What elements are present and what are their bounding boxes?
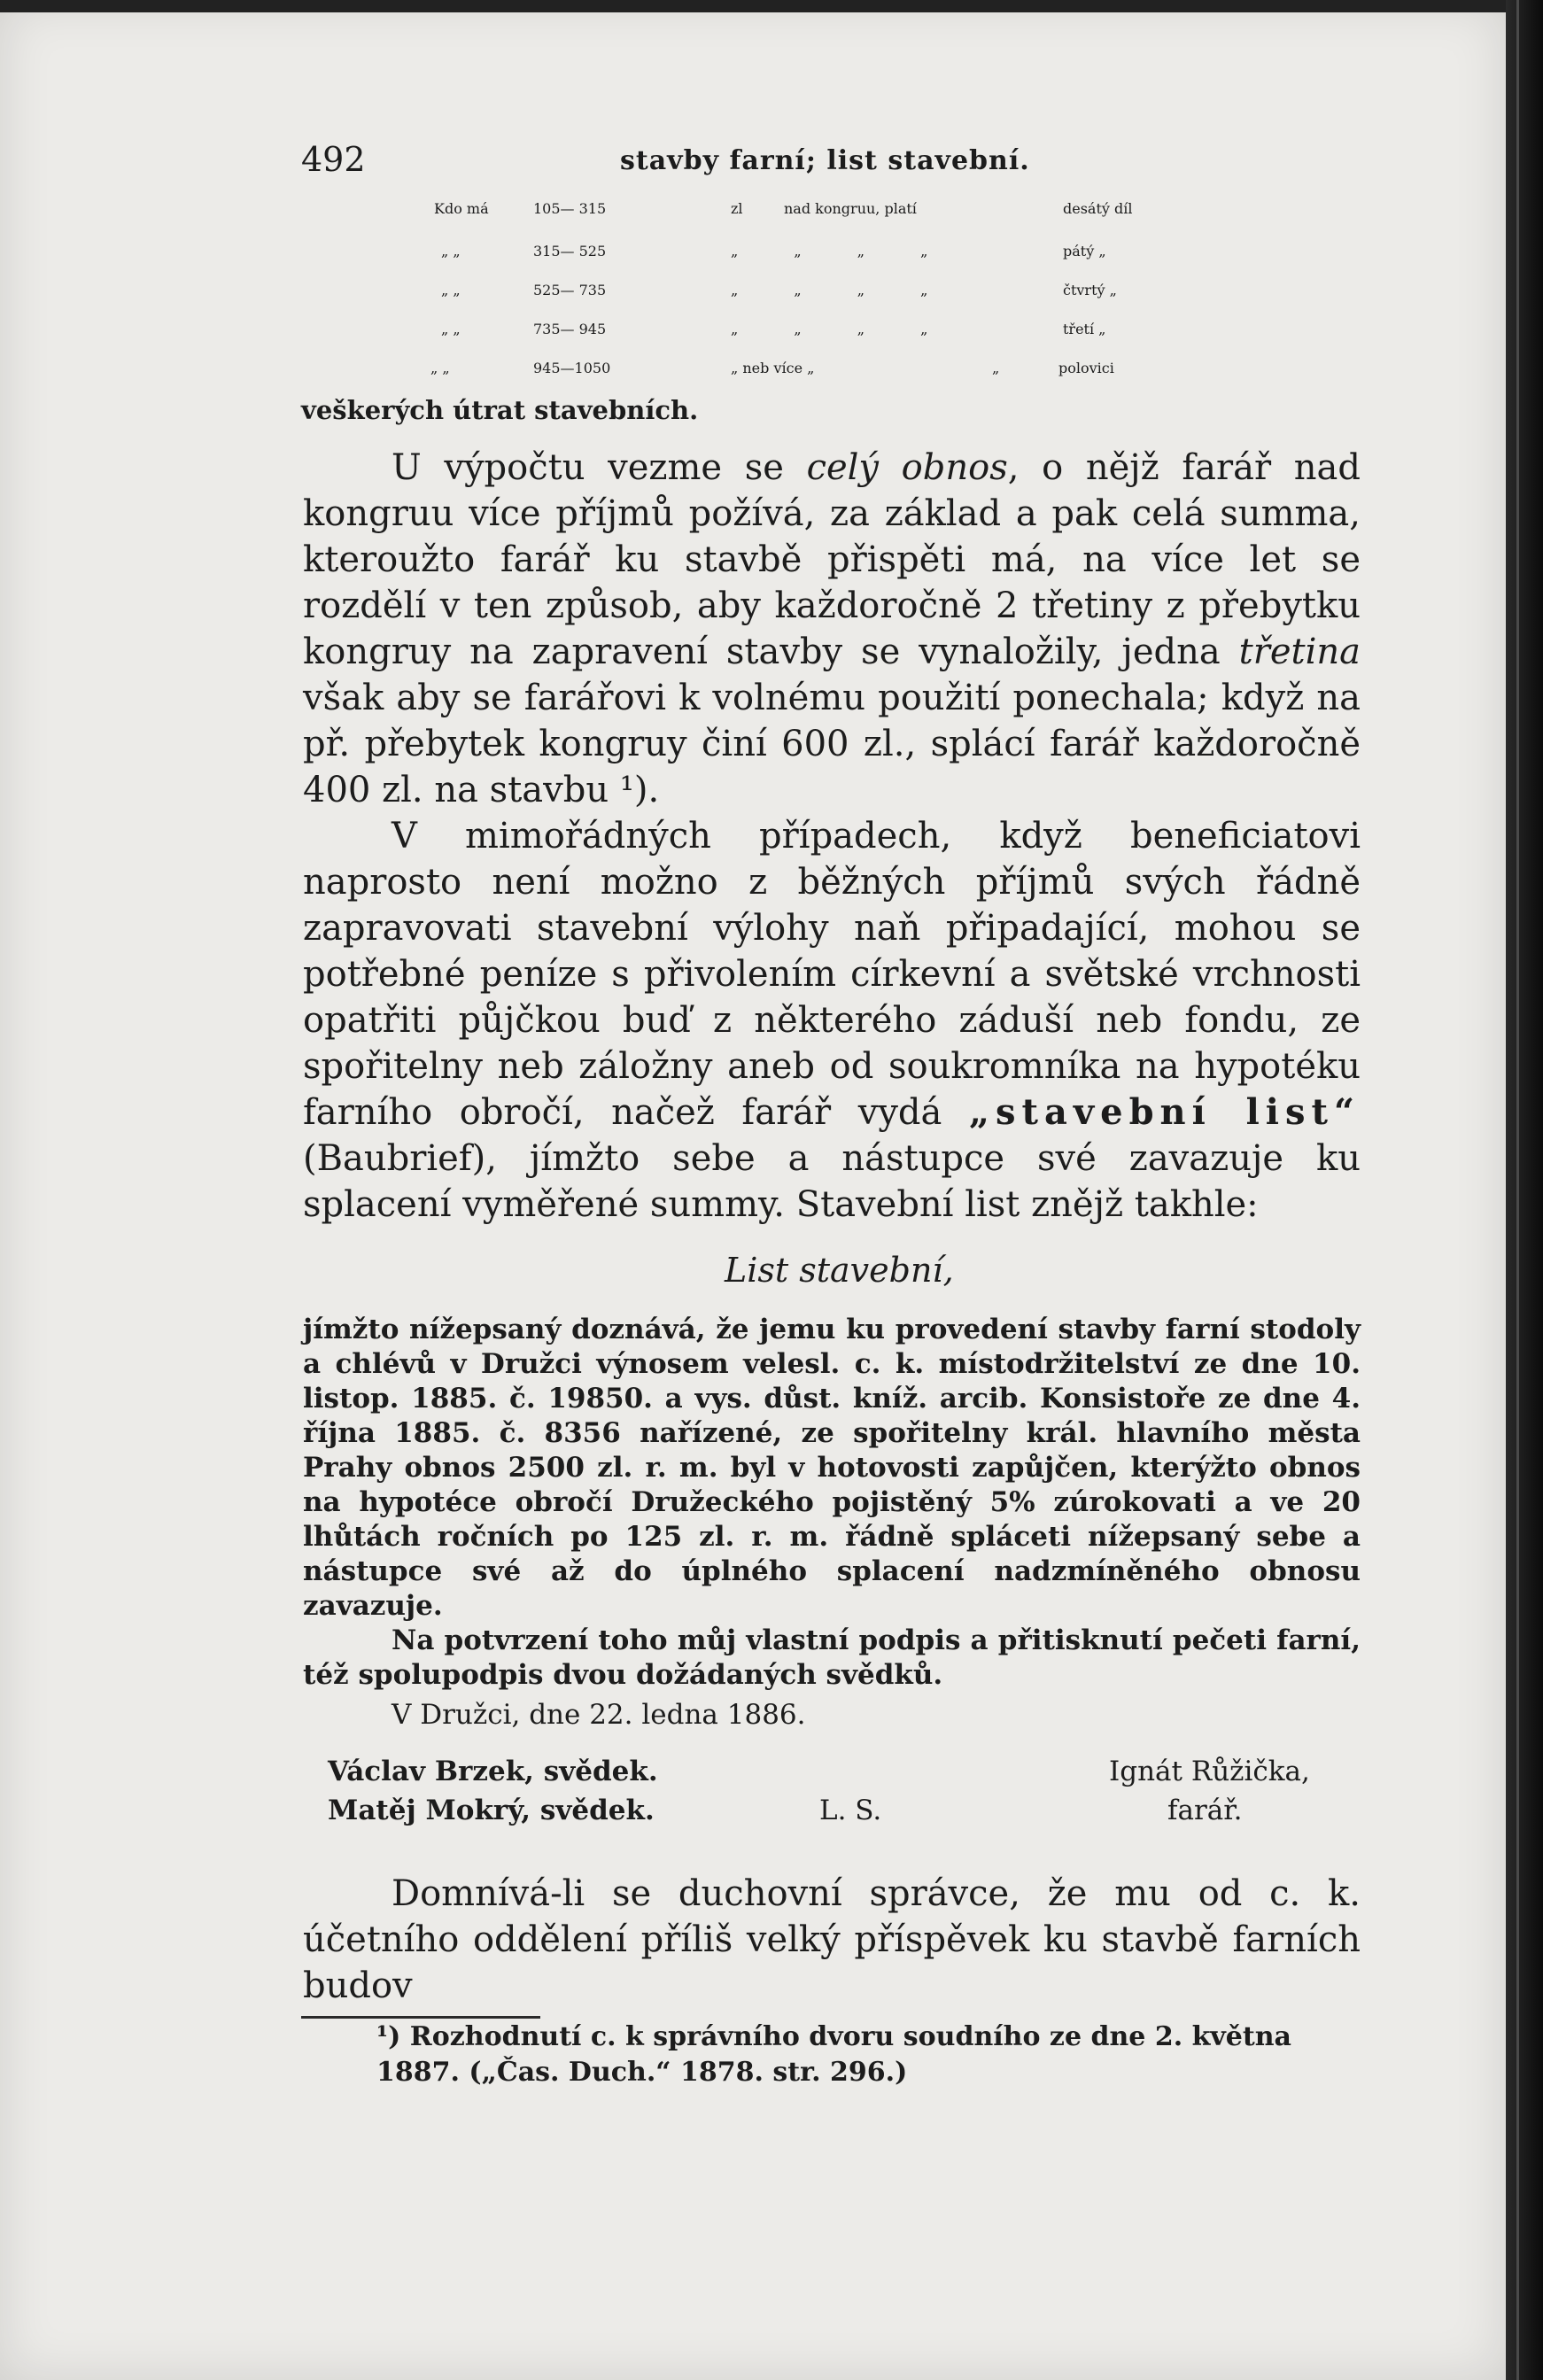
row-range: 315— 525: [533, 243, 607, 260]
scan-top-edge: [0, 0, 1506, 12]
seal-mark: L. S.: [819, 1795, 882, 1826]
signer-name: Ignát Růžička,: [1109, 1756, 1310, 1787]
emphasis-text: celý obnos: [806, 447, 1008, 488]
row-ditto-marks: „ „ „ „: [731, 282, 928, 298]
running-title: stavby farní; list stavební.: [620, 145, 1030, 176]
table-row: [301, 200, 1382, 236]
table-row: [301, 321, 1382, 356]
table-row: [301, 360, 1382, 395]
document-title: List stavební,: [725, 1251, 954, 1290]
emphasis-text: třetina: [1238, 632, 1361, 672]
witness-first: Václav Brzek, svědek.: [328, 1756, 658, 1787]
body-paragraphs: [303, 445, 1361, 1228]
text-run: však aby se farářovi k volnému použití ponechala; když na př. přebytek kongruy činí 600 zl., splácí farář každoročně 400 zl. na stavbu ¹).: [303, 678, 1361, 810]
witness-second: Matěj Mokrý, svědek.: [328, 1795, 655, 1826]
book-spine-line: [1516, 0, 1519, 2380]
row-share: pátý „: [1063, 243, 1106, 260]
row-ditto-marks: „ „ „ „: [731, 321, 928, 337]
text-run: U výpočtu vezme se: [392, 447, 807, 488]
row-ditto-marks: „: [992, 360, 1000, 376]
closing-text: Domnívá-li se duchovní správce, že mu od c. k. účetního oddělení příliš velký příspěvek ku stavbě farních budov: [303, 1873, 1361, 2006]
table-row: [301, 243, 1382, 278]
row-subject: Kdo má: [434, 200, 489, 217]
row-condition: nad kongruu, platí: [784, 200, 917, 217]
row-range: 735— 945: [533, 321, 607, 337]
table-row: [301, 282, 1382, 317]
spaced-term: „stavební list“: [968, 1091, 1361, 1133]
row-ditto-marks: „ „ „ „: [731, 243, 928, 260]
scan-right-edge: [1506, 0, 1543, 2380]
row-share: čtvrtý „: [1063, 282, 1117, 298]
footnote-divider: [301, 2016, 540, 2019]
signer-title: farář.: [1167, 1795, 1243, 1826]
footnote-mark: ¹): [376, 2021, 401, 2052]
page-header: [301, 140, 1355, 184]
row-ditto: „ „: [441, 321, 461, 337]
row-ditto: „ „: [441, 243, 461, 260]
letter-paragraph: jímžto nížepsaný doznává, že jemu ku provedení stavby farní stodoly a chlévů v Družci výnosem velesl. c. k. místodržitelství ze dne 10. listop. 1885. č. 19850. a vys. důst. kníž. arcib. Konsistoře ze dne 4. října 1885. č. 8356 nařízené, ze spořitelny král. hlavního města Prahy obnos 2500 zl. r. m. byl v hotovosti zapůjčen, kterýžto obnos na hypotéce obročí Družeckého pojistěný 5% zúrokovati a ve 20 lhůtách ročních po 125 zl. r. m. řádně spláceti nížepsaný sebe a nástupce své až do úplného splacení nadzmíněného obnosu zavazuje.: [303, 1314, 1361, 1622]
row-range: 525— 735: [533, 282, 607, 298]
row-range: 945—1050: [533, 360, 611, 376]
footnote: [376, 2020, 1361, 2090]
row-unit: zl: [731, 200, 743, 217]
row-ditto: „ „: [430, 360, 450, 376]
row-range: 105— 315: [533, 200, 607, 217]
closing-paragraph: [303, 1871, 1361, 2009]
table-trailer: veškerých útrat stavebních.: [301, 395, 699, 425]
text-run: V mimořádných případech, když beneficiatovi naprosto není možno z běžných příjmů svých řádně zapravovati stavební výlohy naň připadající, mohou se potřebné peníze s přivolením církevní a světské vrchnosti opatřiti půjčkou buď z některého záduší neb fondu, ze spořitelny neb záložny aneb od soukromníka na hypotéku farního obročí, načež farář vydá: [303, 816, 1361, 1133]
row-condition: „ neb více „: [731, 360, 815, 376]
letter-confirmation: Na potvrzení toho můj vlastní podpis a přitisknutí pečeti farní, též spolupodpis dvou dožádaných svědků.: [303, 1624, 1361, 1691]
building-letter: [303, 1313, 1361, 1733]
row-share: desátý díl: [1063, 200, 1133, 217]
row-share: polovici: [1058, 360, 1114, 376]
text-run: , o nějž farář nad kongruu více příjmů požívá, za základ a pak celá summa, kteroužto farář ku stavbě přispěti má, na více let se rozdělí v ten způsob, aby každoročně 2 třetiny z přebytku kongruy na zapravení stavby se vynaložily, jedna: [303, 447, 1361, 672]
paragraph-extraordinary: [303, 813, 1361, 1228]
paragraph-calculation: [303, 445, 1361, 813]
footnote-text: Rozhodnutí c. k správního dvoru soudního ze dne 2. května 1887. („Čas. Duch.“ 1878. str. 296.): [376, 2021, 1291, 2088]
row-ditto: „ „: [441, 282, 461, 298]
row-share: třetí „: [1063, 321, 1106, 337]
text-run: (Baubrief), jímžto sebe a nástupce své zavazuje ku splacení vyměřené summy. Stavební list znějž takhle:: [303, 1138, 1361, 1225]
letter-place-date: V Družci, dne 22. ledna 1886.: [392, 1699, 806, 1731]
page-number: 492: [301, 140, 366, 179]
